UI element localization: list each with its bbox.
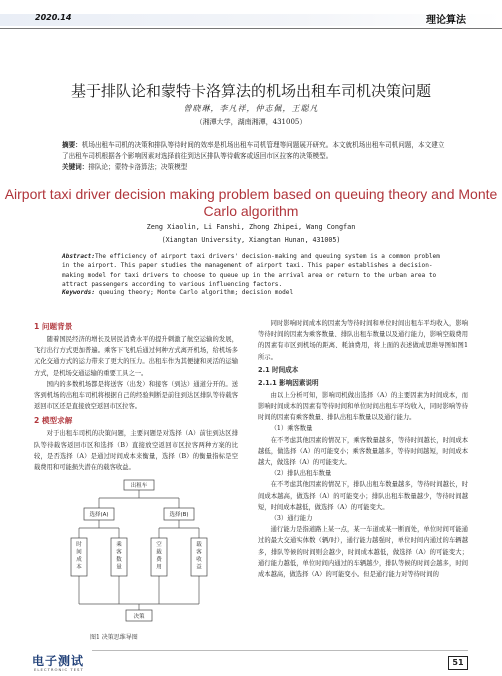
right-para-4: 通行能力是指道路上某一点，某一车道或某一断面处，单位时间可能通过的最大交通实体数（辆/时），通行能力越强时，单位时间内通过的车辆越多，排队等候的时间则会越少，时间成本越低，做选择（A）的可能变大；通行能力越低，单位时间内通过的车辆越少，排队等候的时间会越多，时间成本越高，做选择（A）的可能变小。但是通行能力对等待时间的 (258, 526, 468, 579)
header-divider (0, 28, 502, 29)
affiliation-chinese: （湘潭大学，湖南湘潭，431005） (195, 118, 307, 126)
keywords-label: 关键词： (62, 163, 89, 171)
section-2-heading: 2 模型求解 (34, 416, 73, 426)
right-para-1: 由以上分析可知，影响司机做出选择（A）的主要因素为时间成本，而影响时间成本的因素有等待时间和单位时间出租车平均收入，同时影响等待时间的因素有乘客数量、排队出租车数量以及通行能力。 (258, 391, 468, 422)
mindmap-bottom-label: 决策 (133, 614, 145, 620)
title-chinese: 基于排队论和蒙特卡洛算法的机场出租车司机决策问题 (70, 82, 431, 100)
mindmap-root-label: 出租车 (130, 483, 148, 489)
keywords-en-label: Keywords: (62, 289, 96, 296)
mindmap-right-label: 选择(B) (169, 512, 189, 518)
abstract-en-label: Abstract: (62, 253, 96, 260)
authors-chinese: 曾晓琳，李凡祥，仲志佩，王聪凡 (183, 104, 319, 113)
right-para-2: 在不考虑其他因素的情况下，乘客数量越多，等待时间越长，时间成本越低，做选择（A）的可能变小；乘客数量越多，等待时间越短，时间成本越大，做选择（A）的可能变大。 (258, 436, 468, 467)
right-para-0: 同时影响时间成本的因素为等待时间和单位时间出租车平均收入，影响等待时间的因素为乘客数量、排队出租车数量以及通行能力，影响空载费用的因素有市区到机场的距离、耗油费用，将上面的表述做成思维导图如图1所示。 (258, 320, 468, 361)
page-header (0, 0, 502, 30)
subhead-passengers: （1）乘客数量 (270, 425, 313, 433)
issue-number: 2020.14 (35, 13, 72, 22)
mindmap-leaf-label-1: 时间成本 (76, 542, 82, 571)
abstract-chinese (62, 140, 446, 173)
subhead-capacity: （3）通行能力 (270, 515, 313, 523)
section-1-heading: 1 问题背景 (34, 322, 73, 331)
footer-divider (92, 650, 468, 651)
section-2-1-1-heading: 2.1.1 影响因素说明 (258, 378, 319, 387)
section-name: 理论算法 (426, 15, 466, 26)
mindmap-left-label: 选择(A) (89, 512, 109, 518)
page-number: 51 (448, 656, 468, 670)
journal-logo: 电子测试 (32, 654, 85, 668)
keywords-english (62, 289, 448, 296)
abstract-english (62, 252, 448, 289)
right-para-3: 在不考虑其他因素的情况下，排队出租车数量越多，等待时间越长，时间成本越高，做选择（A）的可能变小；排队出租车数量越少，等待时间越短，时间成本越低，做选择（A）的可能变大。 (258, 481, 468, 511)
mindmap-leaf-label-2: 乘客数量 (116, 542, 122, 571)
keywords-en-text: queuing theory; Monte Carlo algorithm; decision model (98, 289, 294, 296)
section-1-para-1: 随着国民经济的增长及居民消费水平的提升刺激了航空运输的发展，飞行出行方式更加普遍。乘客下飞机后通过何种方式离开机场，给机场多元化交通方式的运力带来了更大的压力。出租车作为其便捷和灵活的运输方式，是机场交通运输的重要工具之一。 (34, 336, 238, 377)
section-1-para-2: 国内的多数机场都是将送客（出发）和接客（到达）通道分开的。送客到机场的出租车司机将根据自己的经验判断是前往到达区排队等待载客返回市区还是直接放空返回市区拉客。 (34, 380, 238, 411)
mindmap-svg (54, 476, 224, 626)
abstract-en-text: The efficiency of airport taxi drivers' decision-making and queuing system is a common problem in the airport. This paper studies the management of airport taxi. This paper establishes a decision-making model for taxi drivers to choose to queue up in the arrival area or return to the urban area to attract passengers according to various influencing factors. (62, 253, 440, 288)
keywords-text: 排队论；蒙特卡洛算法；决策模型 (88, 163, 188, 171)
section-2-1-heading: 2.1 时间成本 (258, 365, 299, 374)
right-column (258, 318, 468, 580)
title-english: Airport taxi driver decision making problem based on queuing theory and Monte Carlo algorithm (4, 186, 498, 219)
abstract-label: 摘要： (62, 141, 82, 149)
left-column (34, 318, 238, 473)
affiliation-english: (Xiangtan University, Xiangtan Hunan, 431005) (161, 236, 341, 244)
abstract-text: 机场出租车司机的决策和排队等待时间的效率是机场出租车司机管理等问题展开研究。本文就机场出租车司机问题，本文建立了出租车司机根据各个影响因素对选择前往到达区排队等待载客或返回市区拉客的决策模型。 (62, 141, 445, 160)
journal-logo-subtitle: ELECTRONIC TEST (34, 667, 84, 672)
figure-caption: 图1 决策思维导图 (90, 634, 138, 641)
mindmap-leaf-label-4: 载客收益 (196, 542, 202, 571)
mindmap-leaf-label-3: 空载费用 (156, 542, 162, 571)
decision-mindmap-figure (54, 476, 224, 626)
authors-english: Zeng Xiaolin, Li Fanshi, Zhong Zhipei, Wang Congfan (146, 223, 356, 231)
subhead-queue-taxis: （2）排队出租车数量 (270, 470, 332, 478)
section-2-para-1: 对于出租车司机的决策问题，主要问题是对选择（A）前往到达区排队等待载客返回市区和选择（B）直接放空返回市区拉客两种方案的比较，是否选择（A）是通过时间成本来衡量，选择（B）的衡量指标是空载费用和可能损失潜在的载客收益。 (34, 430, 238, 472)
